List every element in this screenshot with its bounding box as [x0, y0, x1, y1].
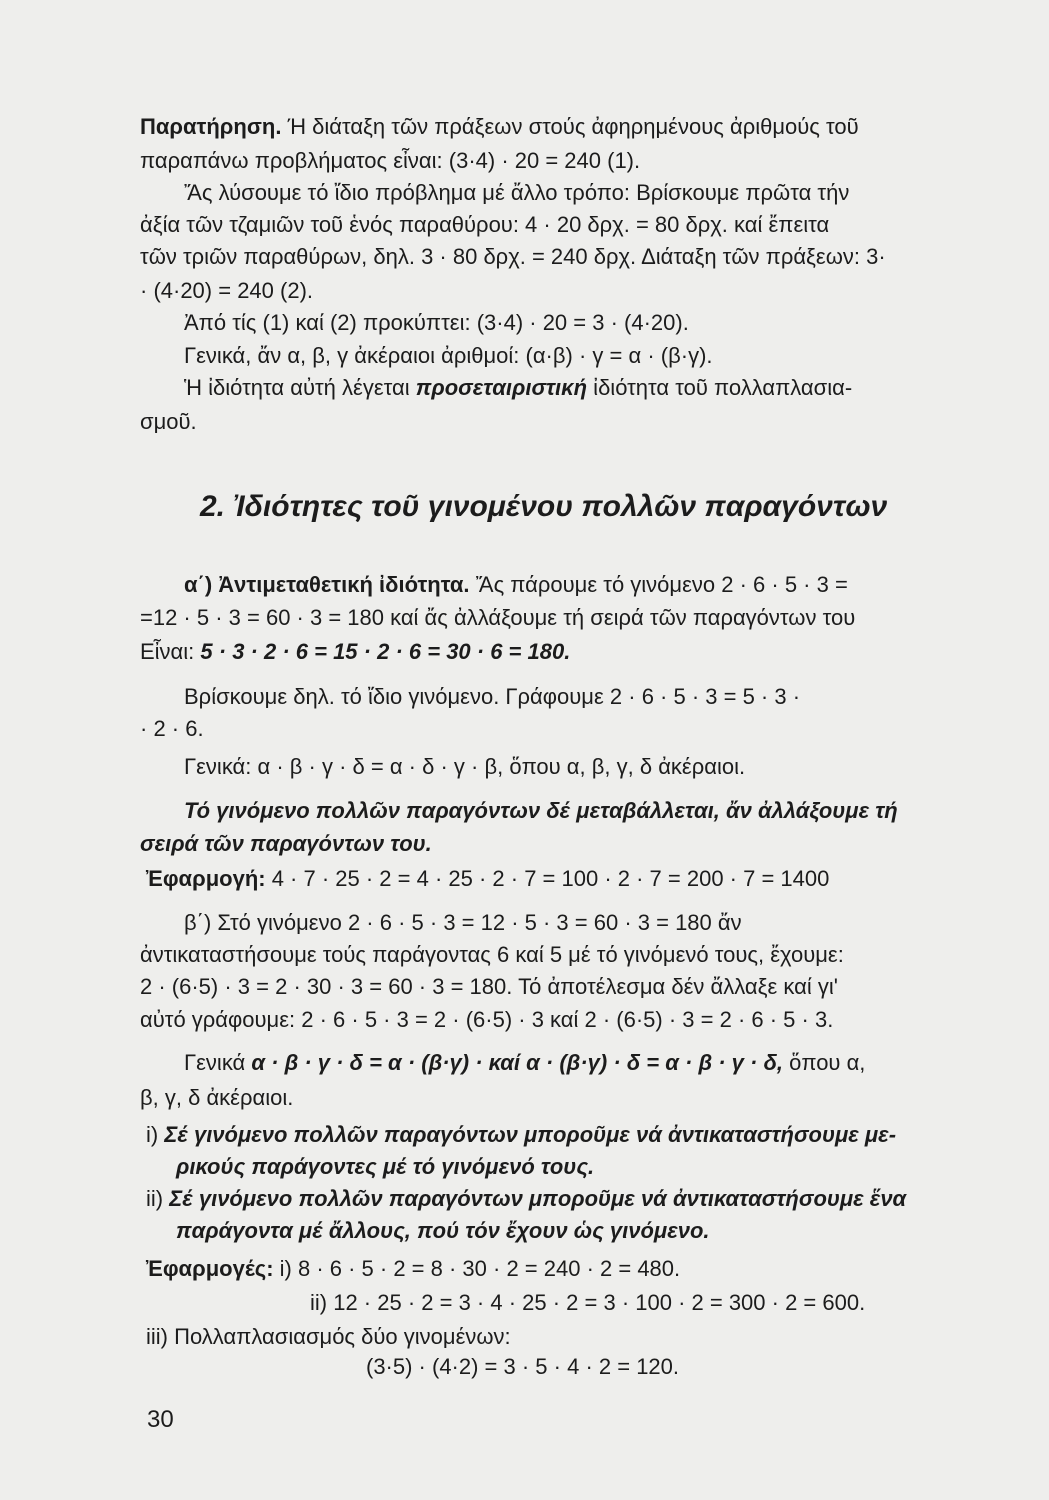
part-b-line: 2 · (6·5) · 3 = 2 · 30 · 3 = 60 · 3 = 180. Τό ἀποτέλεσμα δέν ἄλλαξε καί γι'	[140, 974, 838, 999]
part-a-line: Γενικά: α · β · γ · δ = α · δ · γ · β, ὅπου α, β, γ, δ ἀκέραιοι.	[184, 754, 746, 779]
observation-line: σμοῦ.	[140, 409, 197, 434]
rule-text: Τό γινόμενο πολλῶν παραγόντων δέ μεταβάλλεται, ἄν ἀλλάξουμε τή	[184, 798, 898, 823]
applications-label: Ἐφαρμογές:	[146, 1256, 274, 1281]
part-b-line: αὐτό γράφουμε: 2 · 6 · 5 · 3 = 2 · (6·5) · 3 καί 2 · (6·5) · 3 = 2 · 6 · 5 · 3.	[140, 1007, 834, 1032]
application-ii: ii) 12 · 25 · 2 = 3 · 4 · 25 · 2 = 3 · 100 · 2 = 300 · 2 = 600.	[310, 1290, 866, 1315]
observation-line: τῶν τριῶν παραθύρων, δηλ. 3 · 80 δρχ. = 240 δρχ. Διάταξη τῶν πράξεων: 3·	[140, 244, 886, 269]
example-equation: 5 · 3 · 2 · 6 = 15 · 2 · 6 = 30 · 6 = 180.	[200, 639, 571, 664]
observation-line: παραπάνω προβλήματος εἶναι: (3·4) · 20 = 240 (1).	[140, 148, 641, 173]
applications-line: Ἐφαρμογές: i) 8 · 6 · 5 · 2 = 8 · 30 · 2 = 240 · 2 = 480.	[146, 1256, 681, 1281]
part-a-label: α΄) Ἀντιμεταθετική ἰδιότητα.	[184, 572, 470, 597]
term-associative: προσεταιριστική	[415, 375, 588, 400]
general-equation: α · β · γ · δ = α · (β·γ) · καί α · (β·γ) · δ = α · β · γ · δ,	[251, 1050, 783, 1075]
part-a-line: Βρίσκουμε δηλ. τό ἴδιο γινόμενο. Γράφουμε 2 · 6 · 5 · 3 = 5 · 3 ·	[184, 684, 801, 709]
part-a-line: Εἶναι: 5 · 3 · 2 · 6 = 15 · 2 · 6 = 30 · 6 = 180.	[140, 639, 571, 664]
application-iii-equation: (3·5) · (4·2) = 3 · 5 · 4 · 2 = 120.	[366, 1354, 680, 1379]
part-a-line: =12 · 5 · 3 = 60 · 3 = 180 καί ἄς ἀλλάξουμε τή σειρά τῶν παραγόντων του	[140, 605, 856, 630]
application-line: Ἐφαρμογή: 4 · 7 · 25 · 2 = 4 · 25 · 2 · 7 = 100 · 2 · 7 = 200 · 7 = 1400	[146, 866, 830, 891]
observation-line: · (4·20) = 240 (2).	[140, 278, 314, 303]
page-number: 30	[147, 1406, 174, 1433]
observation-line: Γενικά, ἄν α, β, γ ἀκέραιοι ἀριθμοί: (α·β) · γ = α · (β·γ).	[184, 343, 713, 368]
part-a-line: · 2 · 6.	[140, 716, 204, 741]
part-b-line: β΄) Στό γινόμενο 2 · 6 · 5 · 3 = 12 · 5 · 3 = 60 · 3 = 180 ἄν	[184, 910, 742, 935]
observation-line: ἀξία τῶν τζαμιῶν τοῦ ἑνός παραθύρου: 4 · 20 δρχ. = 80 δρχ. καί ἔπειτα	[140, 212, 830, 237]
part-a-line: α΄) Ἀντιμεταθετική ἰδιότητα. Ἄς πάρουμε τό γινόμενο 2 · 6 · 5 · 3 =	[184, 572, 848, 597]
part-b-line: Γενικά α · β · γ · δ = α · (β·γ) · καί α · (β·γ) · δ = α · β · γ · δ, ὅπου α,	[184, 1050, 866, 1075]
rule-ii: παράγοντα μέ ἄλλους, πού τόν ἔχουν ὡς γινόμενο.	[176, 1218, 710, 1243]
part-b-line: ἀντικαταστήσουμε τούς παράγοντας 6 καί 5 μέ τό γινόμενό τους, ἔχουμε:	[140, 942, 844, 967]
part-b-line: β, γ, δ ἀκέραιοι.	[140, 1085, 294, 1110]
observation-line: Ἡ ἰδιότητα αὐτή λέγεται προσεταιριστική ἰδιότητα τοῦ πολλαπλασια-	[184, 375, 853, 400]
rule-i: ρικούς παράγοντες μέ τό γινόμενό τους.	[176, 1154, 595, 1179]
observation-line: Ἀπό τίς (1) καί (2) προκύπτει: (3·4) · 20 = 3 · (4·20).	[184, 310, 689, 335]
observation-label: Παρατήρηση.	[140, 114, 282, 139]
observation-line: Ἄς λύσουμε τό ἴδιο πρόβλημα μέ ἄλλο τρόπο: Βρίσκουμε πρῶτα τήν	[184, 180, 850, 205]
rule-text: σειρά τῶν παραγόντων του.	[140, 831, 432, 856]
rule-i: i) Σέ γινόμενο πολλῶν παραγόντων μποροῦμε νά ἀντικαταστήσουμε με-	[146, 1122, 897, 1147]
rule-ii: ii) Σέ γινόμενο πολλῶν παραγόντων μποροῦμε νά ἀντικαταστήσουμε ἕνα	[146, 1186, 907, 1211]
application-iii: iii) Πολλαπλασιασμός δύο γινομένων:	[146, 1324, 511, 1349]
observation-line: Παρατήρηση. Ή διάταξη τῶν πράξεων στούς ἀφηρημένους ἀριθμούς τοῦ	[140, 114, 859, 139]
section-title: 2. Ἰδιότητες τοῦ γινομένου πολλῶν παραγόντων	[200, 490, 888, 523]
application-label: Ἐφαρμογή:	[146, 866, 266, 891]
